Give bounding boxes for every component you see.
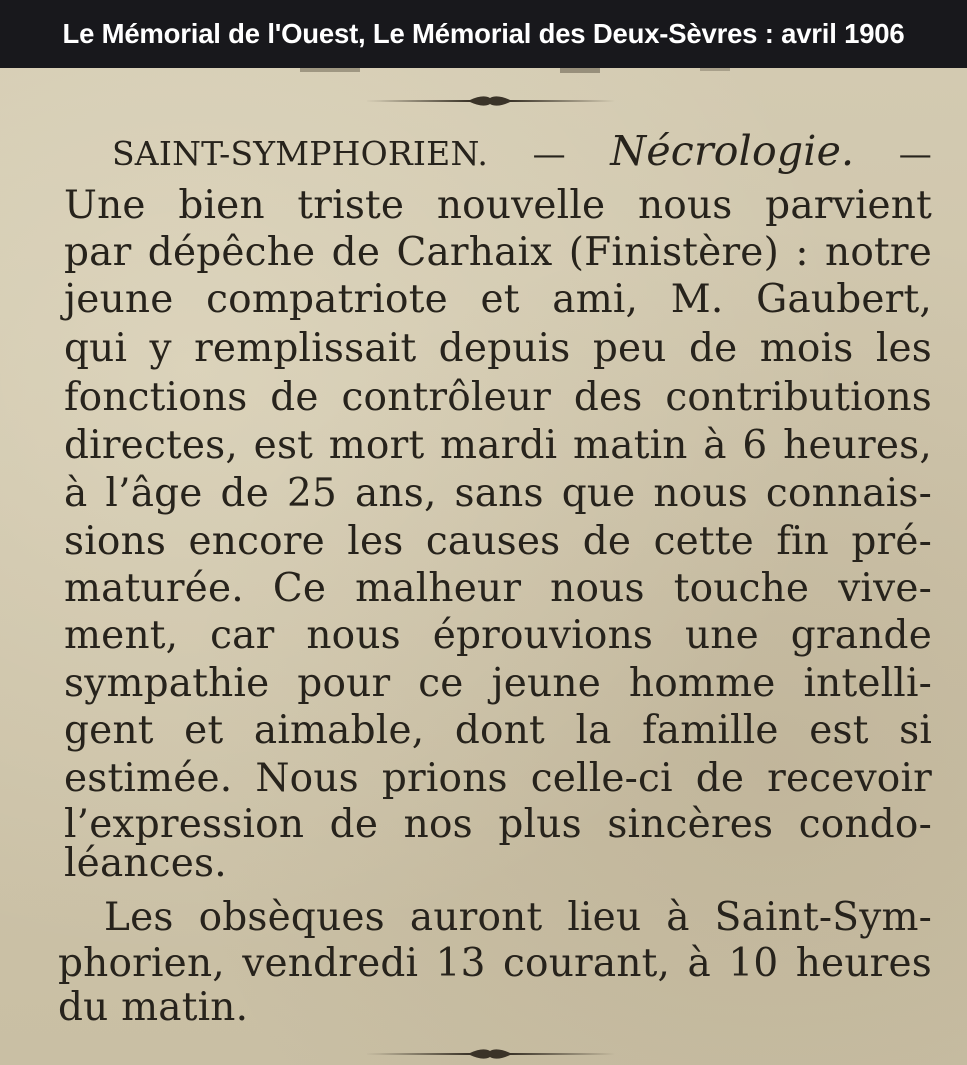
text-line: Une bien triste nouvelle nous parvient <box>64 183 932 228</box>
text-line: Les obsèques auront lieu à Saint-Sym- <box>104 895 932 940</box>
divider-ornament-top <box>365 92 615 110</box>
text-line: sympathie pour ce jeune homme intelli- <box>64 661 932 706</box>
text-line: phorien, vendredi 13 courant, à 10 heures <box>58 941 932 986</box>
divider-ornament-bottom <box>365 1044 615 1062</box>
text-line: qui y remplissait depuis peu de mois les <box>64 326 932 371</box>
text-line: par dépêche de Carhaix (Finistère) : notre <box>64 230 932 275</box>
article-heading <box>112 128 932 177</box>
text-line: léances. <box>64 841 227 886</box>
window-title: Le Mémorial de l'Ouest, Le Mémorial des Deux-Sèvres : avril 1906 <box>0 0 967 68</box>
newspaper-clipping <box>0 68 967 1065</box>
text-line: jeune compatriote et ami, M. Gaubert, <box>64 277 932 322</box>
text-line: fonctions de contrôleur des contributions <box>64 375 932 420</box>
text-line: l’expression de nos plus sincères condo- <box>64 802 932 847</box>
text-line: estimée. Nous prions celle-ci de recevoir <box>64 756 932 801</box>
cut-off-text-fragments <box>0 68 967 80</box>
heading-rubric: Nécrologie. <box>610 127 855 175</box>
text-line: maturée. Ce malheur nous touche vive- <box>64 566 932 611</box>
text-line: directes, est mort mardi matin à 6 heures, <box>64 423 932 468</box>
text-line: à l’âge de 25 ans, sans que nous connais- <box>64 471 932 516</box>
text-line: gent et aimable, dont la famille est si <box>64 708 932 753</box>
text-line: sions encore les causes de cette fin pré- <box>64 519 932 564</box>
heading-place: SAINT-SYMPHORIEN. <box>112 134 489 173</box>
text-line: du matin. <box>58 985 249 1030</box>
heading-dash: — <box>532 134 566 173</box>
heading-trailing-dash: — <box>898 134 932 173</box>
text-line: ment, car nous éprouvions une grande <box>64 613 932 658</box>
